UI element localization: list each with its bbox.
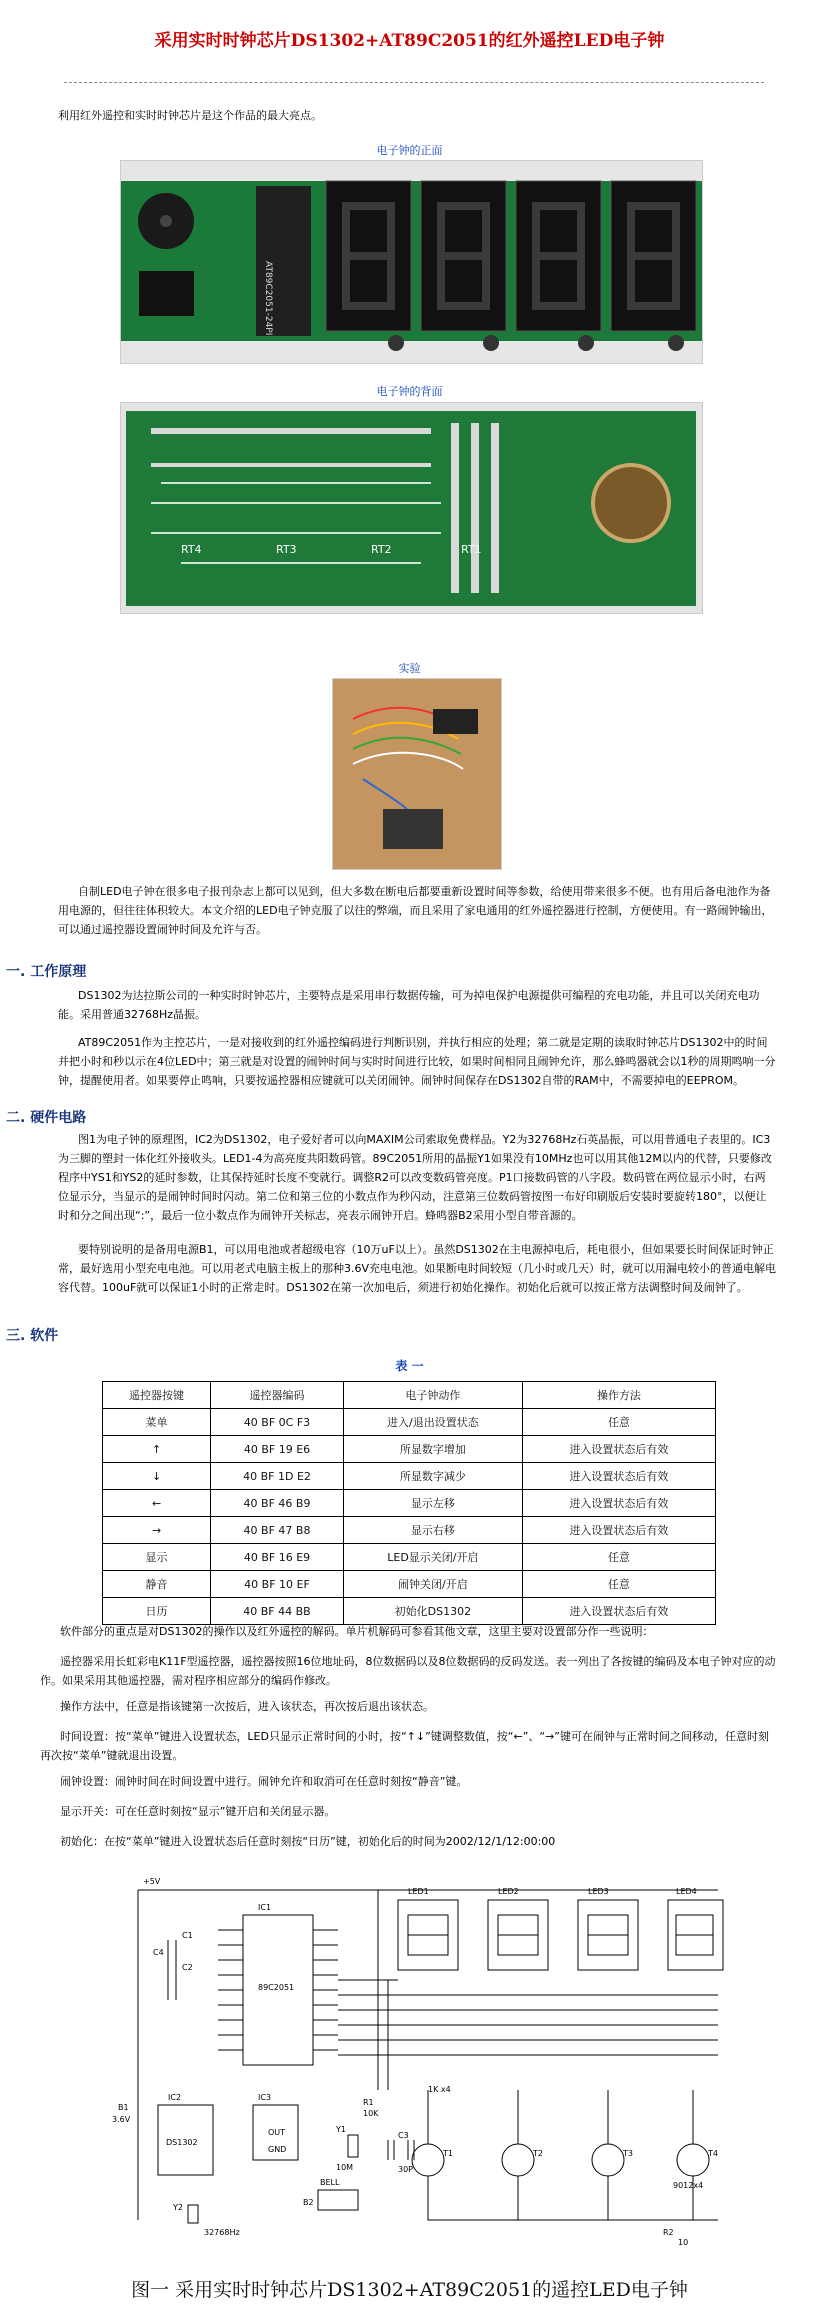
section3-paragraph-7: 初始化：在按“菜单”键进入设置状态后任意时刻按“日历”键，初始化后的时间为2002/12/1/12:00:00 — [60, 1835, 556, 1848]
table-cell: 显示 — [103, 1544, 211, 1571]
schematic-label: +5V — [143, 1877, 161, 1886]
intro-text: 利用红外遥控和实时时钟芯片是这个作品的最大亮点。 — [58, 109, 322, 122]
table-row — [103, 1598, 716, 1625]
table-header: 操作方法 — [522, 1382, 715, 1409]
schematic-label: IC1 — [258, 1903, 272, 1912]
schematic-label: R2 — [663, 2228, 674, 2237]
table-cell: 闹钟关闭/开启 — [343, 1571, 522, 1598]
table-cell: ← — [103, 1490, 211, 1517]
pcb-label-rt2: RT2 — [371, 543, 392, 556]
schematic-label: C4 — [153, 1948, 164, 1957]
table-cell: 显示左移 — [343, 1490, 522, 1517]
experiment-photo-caption: 实验 — [398, 662, 421, 675]
schematic-label: LED2 — [498, 1887, 519, 1896]
table-row — [103, 1436, 716, 1463]
schematic-label: DS1302 — [166, 2138, 198, 2147]
section3-paragraph-2: 遥控器采用长虹彩电K11F型遥控器，遥控器按照16位地址码，8位数据码以及8位数据码的反码发送。表一列出了各按键的编码及本电子钟对应的动作。如果采用其他遥控器，需对程序相应部分的编码作修改。 — [40, 1655, 776, 1687]
front-photo — [120, 160, 703, 364]
table-header: 遥控器编码 — [211, 1382, 344, 1409]
section3-paragraph-1: 软件部分的重点是对DS1302的操作以及红外遥控的解码。单片机解码可参看其他文章，这里主要对设置部分作一些说明： — [60, 1625, 654, 1638]
schematic-label: OUT — [268, 2128, 286, 2137]
chip-label: AT89C2051-24PI — [263, 261, 273, 336]
table-cell: 40 BF 10 EF — [211, 1571, 344, 1598]
pcb-label-rt4: RT4 — [181, 543, 202, 556]
schematic-label: 10K — [363, 2109, 379, 2118]
schematic-label: 3.6V — [112, 2115, 131, 2124]
figure-caption: 图一 采用实时时钟芯片DS1302+AT89C2051的遥控LED电子钟 — [131, 2279, 688, 2301]
section1-paragraph-2: AT89C2051作为主控芯片，一是对接收到的红外遥控编码进行判断识别，并执行相应的处理；第二就是定期的读取时钟芯片DS1302中的时间并把小时和秒以示在4位LED中；第三就是对设置的闹钟时间与实时时间进行比较，如果时间相同且闹钟允许，那么蜂鸣器就会以1秒的周期鸣响一分钟，提醒使用者。如果要停止鸣响，只要按遥控器相应键就可以关闭闹钟。闹钟时间保存在DS1302自带的RAM中，不需要掉电的EEPROM。 — [58, 1036, 776, 1087]
table-row — [103, 1544, 716, 1571]
table-cell: 菜单 — [103, 1409, 211, 1436]
back-photo-caption: 电子钟的背面 — [376, 385, 443, 398]
table-header: 遥控器按键 — [103, 1382, 211, 1409]
table-cell: 40 BF 16 E9 — [211, 1544, 344, 1571]
schematic-label: LED3 — [588, 1887, 609, 1896]
table-cell: 任意 — [522, 1571, 715, 1598]
schematic-label: C3 — [398, 2131, 409, 2140]
schematic-label: T3 — [623, 2149, 633, 2158]
table-cell: 静音 — [103, 1571, 211, 1598]
circuit-schematic — [98, 1860, 738, 2260]
remote-key-table — [102, 1381, 716, 1625]
section-heading-2: 二. 硬件电路 — [6, 1110, 87, 1126]
table-cell: 进入设置状态后有效 — [522, 1598, 715, 1625]
table-cell: 显示右移 — [343, 1517, 522, 1544]
schematic-label: T1 — [443, 2149, 453, 2158]
section3-paragraph-5: 闹钟设置：闹钟时间在时间设置中进行。闹钟允许和取消可在任意时刻按“静音”键。 — [60, 1775, 468, 1788]
schematic-label: 30P — [398, 2165, 414, 2174]
section3-paragraph-4: 时间设置：按“菜单”键进入设置状态，LED只显示正常时间的小时，按“↑↓”键调整数值，按“←”、“→”键可在闹钟与正常时间之间移动，任意时刻再次按“菜单”键就退出设置。 — [40, 1730, 770, 1762]
schematic-label: IC3 — [258, 2093, 272, 2102]
section1-paragraph-1: DS1302为达拉斯公司的一种实时时钟芯片，主要特点是采用串行数据传输，可为掉电保护电源提供可编程的充电功能，并且可以关闭充电功能。采用普通32768Hz晶振。 — [58, 989, 760, 1021]
table-cell: 日历 — [103, 1598, 211, 1625]
schematic-label: R1 — [363, 2098, 374, 2107]
table-cell: 40 BF 47 B8 — [211, 1517, 344, 1544]
pcb-label-rt1: RT1 — [461, 543, 482, 556]
schematic-label: IC2 — [168, 2093, 182, 2102]
table-cell: 40 BF 1D E2 — [211, 1463, 344, 1490]
divider — [64, 82, 764, 83]
table-cell: 40 BF 19 E6 — [211, 1436, 344, 1463]
schematic-label: B2 — [303, 2198, 314, 2207]
table-row — [103, 1490, 716, 1517]
table-cell: ↓ — [103, 1463, 211, 1490]
section3-paragraph-6: 显示开关：可在任意时刻按“显示”键开启和关闭显示器。 — [60, 1805, 336, 1818]
table-cell: 所显数字减少 — [343, 1463, 522, 1490]
schematic-label: 32768Hz — [204, 2228, 240, 2237]
front-photo-caption: 电子钟的正面 — [376, 144, 443, 157]
table-row — [103, 1517, 716, 1544]
section3-paragraph-3: 操作方法中，任意是指该键第一次按后，进入该状态，再次按后退出该状态。 — [60, 1700, 434, 1713]
table-row — [103, 1409, 716, 1436]
table-title: 表 一 — [395, 1359, 424, 1373]
table-cell: 40 BF 44 BB — [211, 1598, 344, 1625]
table-header: 电子钟动作 — [343, 1382, 522, 1409]
table-row — [103, 1571, 716, 1598]
summary-text: 自制LED电子钟在很多电子报刊杂志上都可以见到，但大多数在断电后都要重新设置时间等参数，给使用带来很多不便。也有用后备电池作为备用电源的，但往往体积较大。本文介绍的LED电子钟克服了以往的弊端，而且采用了家电通用的红外遥控器进行控制，方便使用。有一路闹钟输出，可以通过遥控器设置闹钟时间及允许与否。 — [58, 885, 773, 936]
pcb-label-rt3: RT3 — [276, 543, 297, 556]
table-cell: 进入/退出设置状态 — [343, 1409, 522, 1436]
table-cell: 任意 — [522, 1409, 715, 1436]
schematic-label: C1 — [182, 1931, 193, 1940]
back-photo — [120, 402, 703, 614]
schematic-label: LED4 — [676, 1887, 697, 1896]
table-cell: 任意 — [522, 1544, 715, 1571]
schematic-label: T4 — [708, 2149, 718, 2158]
schematic-label: LED1 — [408, 1887, 429, 1896]
table-cell: 所显数字增加 — [343, 1436, 522, 1463]
section2-paragraph-1: 图1为电子钟的原理图，IC2为DS1302，电子爱好者可以向MAXIM公司索取免费样品。Y2为32768Hz石英晶振，可以用普通电子表里的。IC3为三脚的塑封一体化红外接收头。LED1-4为高亮度共阳数码管。89C2051所用的晶振Y1如果没有10MHz也可以用其他12M以内的代替，只要修改程序中YS1和YS2的延时参数，让其保持延时长度不变就行。调整R2可以改变数码管亮度。P1口接数码管的八字段。数码管在两位显示小时，右两位显示分，当显示的是闹钟时间时闪动。第二位和第三位的小数点作为秒闪动，注意第三位数码管按图一布好印刷版后安装时要旋转180°，以便让时和分之间出现“:”，最后一位小数点作为闹钟开关标志，亮表示闹钟开启。蜂鸣器B2采用小型自带音源的。 — [58, 1133, 772, 1222]
table-cell: 进入设置状态后有效 — [522, 1463, 715, 1490]
schematic-label: 1K x4 — [428, 2085, 451, 2094]
schematic-label: C2 — [182, 1963, 193, 1972]
schematic-label: GND — [268, 2145, 287, 2154]
table-cell: → — [103, 1517, 211, 1544]
schematic-label: T2 — [533, 2149, 543, 2158]
section-heading-3: 三. 软件 — [6, 1328, 59, 1344]
schematic-label: 10 — [678, 2238, 689, 2247]
table-cell: 进入设置状态后有效 — [522, 1517, 715, 1544]
schematic-label: 10M — [336, 2163, 354, 2172]
table-cell: LED显示关闭/开启 — [343, 1544, 522, 1571]
schematic-label: BELL — [320, 2178, 340, 2187]
table-cell: ↑ — [103, 1436, 211, 1463]
schematic-label: Y2 — [173, 2203, 183, 2212]
schematic-label: 9012x4 — [673, 2181, 704, 2190]
table-header-row — [103, 1382, 716, 1409]
table-cell: 40 BF 46 B9 — [211, 1490, 344, 1517]
table-cell: 进入设置状态后有效 — [522, 1490, 715, 1517]
table-cell: 进入设置状态后有效 — [522, 1436, 715, 1463]
schematic-label: B1 — [118, 2103, 129, 2112]
section-heading-1: 一. 工作原理 — [6, 964, 87, 980]
table-cell: 40 BF 0C F3 — [211, 1409, 344, 1436]
table-row — [103, 1463, 716, 1490]
schematic-label: 89C2051 — [258, 1983, 295, 1992]
section2-paragraph-2: 要特别说明的是备用电源B1，可以用电池或者超级电容（10万uF以上）。虽然DS1302在主电源掉电后，耗电很小，但如果要长时间保证时钟正常，最好选用小型充电电池。可以用老式电脑主板上的那种3.6V充电电池。如果断电时间较短（几小时或几天）时，就可以用漏电较小的普通电解电容代替。100uF就可以保证1小时的正常走时。DS1302在第一次加电后，须进行初始化操作。初始化后就可以按正常方法调整时间及闹钟了。 — [58, 1243, 777, 1294]
table-cell: 初始化DS1302 — [343, 1598, 522, 1625]
page-title: 采用实时时钟芯片DS1302+AT89C2051的红外遥控LED电子钟 — [154, 31, 665, 51]
experiment-photo — [332, 678, 502, 870]
schematic-label: Y1 — [336, 2125, 346, 2134]
